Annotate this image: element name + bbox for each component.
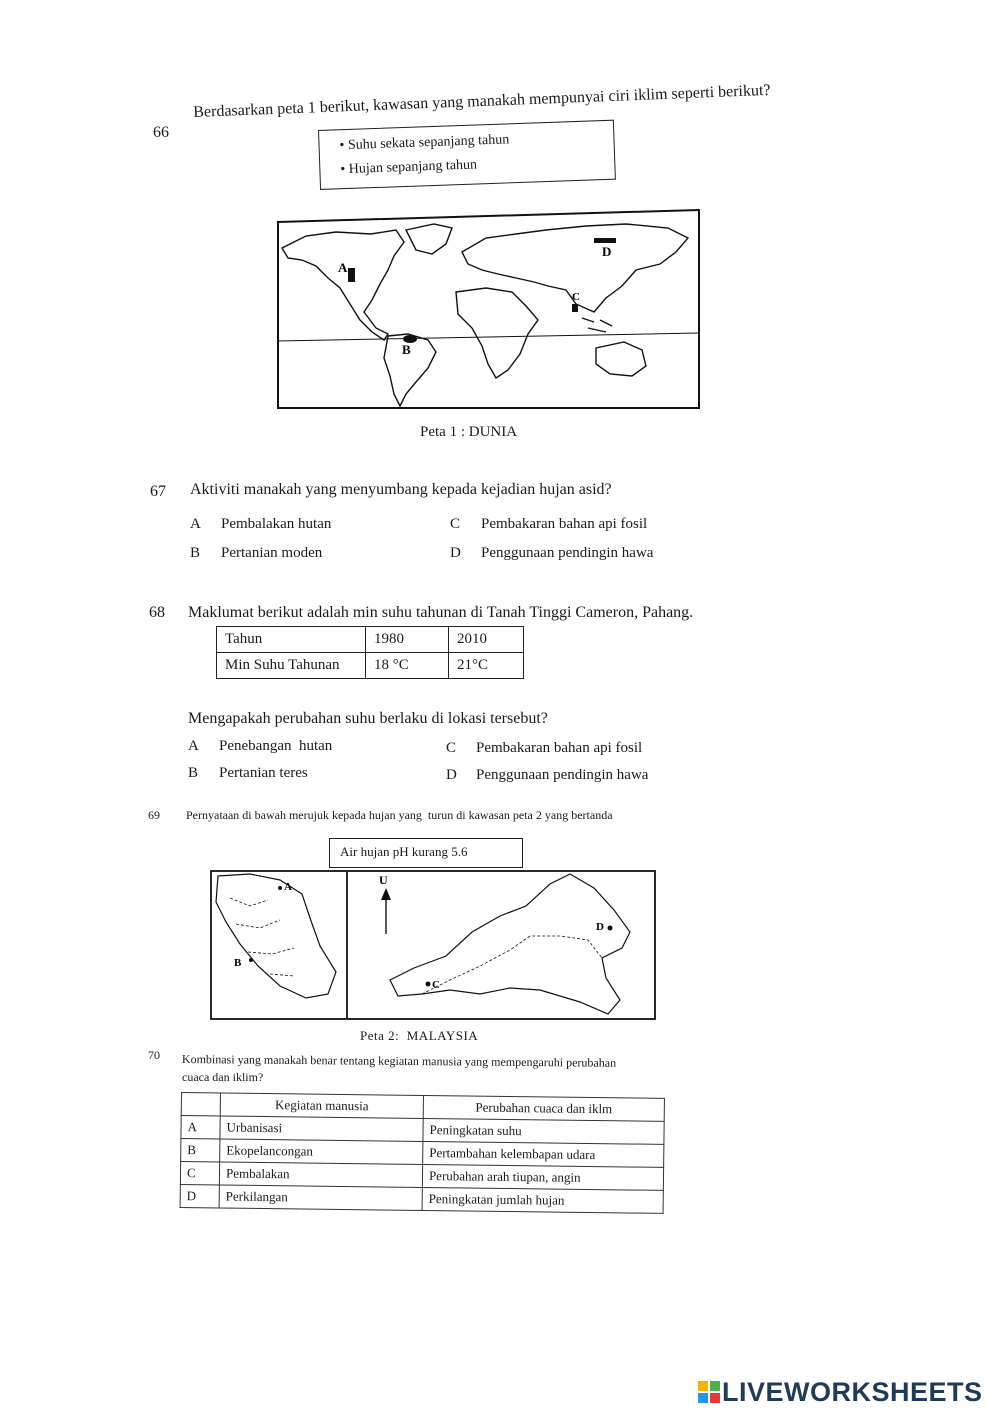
q70-cell-activity: Perkilangan bbox=[219, 1185, 422, 1210]
q69-statement-box bbox=[329, 838, 523, 868]
q68-cell: 21°C bbox=[449, 653, 524, 679]
q68-cell: 1980 bbox=[366, 627, 449, 653]
liveworksheets-logo[interactable] bbox=[698, 1377, 983, 1408]
q68-cell: 2010 bbox=[449, 627, 524, 653]
q67-question: Aktiviti manakah yang menyumbang kepada kejadian hujan asid? bbox=[190, 481, 612, 498]
map2-label-b: B bbox=[234, 957, 242, 969]
q67-option-a-text: Pembalakan hutan bbox=[221, 516, 332, 532]
q67-option-b[interactable]: B bbox=[190, 545, 201, 561]
q70-header-cell: Perubahan cuaca dan iklm bbox=[423, 1095, 664, 1121]
q66-bullet-2: • Hujan sepanjang tahun bbox=[340, 157, 478, 178]
map1-caption: Peta 1 : DUNIA bbox=[420, 424, 518, 440]
map2-label-c: C bbox=[432, 979, 440, 991]
q67-number: 67 bbox=[150, 483, 166, 500]
q70-cell-activity: Ekopelancongan bbox=[220, 1139, 423, 1164]
q70-cell-letter: B bbox=[181, 1139, 220, 1162]
q67-option-c[interactable]: C bbox=[450, 516, 461, 532]
map2-mark-a bbox=[278, 886, 282, 890]
q68-table-row bbox=[217, 627, 524, 653]
map2-mark-b bbox=[249, 958, 253, 962]
q66-question: Berdasarkan peta 1 berikut, kawasan yang manakah mempunyai ciri iklim seperti berikut? bbox=[193, 81, 771, 121]
q70-cell-letter: A bbox=[181, 1116, 220, 1139]
map2-mark-c bbox=[426, 982, 431, 987]
q69-number: 69 bbox=[148, 808, 160, 822]
q67-option-b-text: Pertanian moden bbox=[221, 545, 323, 561]
liveworksheets-logo-icon bbox=[698, 1381, 720, 1405]
q68-option-d[interactable]: D bbox=[446, 767, 457, 783]
q67-option-c-text: Pembakaran bahan api fosil bbox=[481, 516, 648, 532]
q66-bullet-1: • Suhu sekata sepanjang tahun bbox=[339, 132, 510, 154]
q69-statement-text: Air hujan pH kurang 5.6 bbox=[340, 844, 468, 859]
q68-cell: Tahun bbox=[217, 627, 366, 653]
q67-option-d-text: Penggunaan pendingin hawa bbox=[481, 545, 654, 561]
region-c-mark bbox=[572, 304, 578, 312]
q68-question: Maklumat berikut adalah min suhu tahunan di Tanah Tinggi Cameron, Pahang. bbox=[188, 604, 694, 621]
q70-cell-change: Peningkatan jumlah hujan bbox=[422, 1187, 663, 1213]
q70-cell-activity: Pembalakan bbox=[219, 1162, 422, 1187]
q70-question-line1: Kombinasi yang manakah benar tentang kegiatan manusia yang mempengaruhi perubahan bbox=[181, 1052, 617, 1070]
map2-mark-d bbox=[608, 926, 613, 931]
q70-cell-change: Pertambahan kelembapan udara bbox=[423, 1141, 664, 1167]
world-map bbox=[276, 208, 702, 410]
q70-header-cell: Kegiatan manusia bbox=[220, 1093, 423, 1118]
q70-number: 70 bbox=[148, 1048, 160, 1062]
map1-label-d: D bbox=[602, 244, 612, 259]
q70-cell-letter: D bbox=[180, 1184, 219, 1207]
q70-cell-change: Peningkatan suhu bbox=[423, 1118, 664, 1144]
q70-cell-letter: C bbox=[180, 1162, 219, 1185]
q70-question-line2: cuaca dan iklim? bbox=[182, 1070, 264, 1084]
map2-label-a: A bbox=[284, 881, 292, 893]
q68-subquestion: Mengapakah perubahan suhu berlaku di lokasi tersebut? bbox=[188, 710, 548, 727]
q67-option-a[interactable]: A bbox=[190, 516, 201, 532]
table-row bbox=[180, 1184, 663, 1213]
map2-label-u: U bbox=[379, 873, 388, 887]
q70-table bbox=[180, 1092, 665, 1214]
q68-table-row bbox=[217, 653, 524, 679]
q70-cell-change: Perubahan arah tiupan, angin bbox=[422, 1164, 663, 1190]
q68-option-b[interactable]: B bbox=[188, 765, 199, 781]
q68-option-c-text: Pembakaran bahan api fosil bbox=[476, 740, 643, 756]
q68-cell: Min Suhu Tahunan bbox=[217, 653, 366, 679]
liveworksheets-brand-text: LIVEWORKSHEETS bbox=[722, 1377, 983, 1407]
q70-header-cell bbox=[181, 1093, 220, 1116]
q70-cell-activity: Urbanisasi bbox=[220, 1116, 423, 1141]
q68-number: 68 bbox=[149, 604, 165, 621]
q68-option-a-text: Penebangan hutan bbox=[219, 738, 333, 754]
q68-option-a[interactable]: A bbox=[188, 738, 199, 754]
q68-cell: 18 °C bbox=[366, 653, 449, 679]
q66-bullet-box bbox=[318, 120, 616, 190]
q69-question: Pernyataan di bawah merujuk kepada hujan yang turun di kawasan peta 2 yang bertanda bbox=[186, 808, 613, 822]
q66-number: 66 bbox=[153, 124, 169, 141]
q67-option-d[interactable]: D bbox=[450, 545, 461, 561]
map1-label-b: B bbox=[402, 342, 411, 357]
map2-caption: Peta 2: MALAYSIA bbox=[360, 1028, 479, 1043]
map1-label-c: C bbox=[572, 291, 580, 303]
map1-label-a: A bbox=[338, 260, 348, 275]
q68-table bbox=[216, 626, 524, 679]
map2-label-d: D bbox=[596, 921, 604, 933]
q68-option-c[interactable]: C bbox=[446, 740, 457, 756]
region-a-mark bbox=[348, 268, 355, 282]
q68-option-d-text: Penggunaan pendingin hawa bbox=[476, 767, 649, 783]
malaysia-map bbox=[210, 870, 656, 1020]
region-d-mark bbox=[594, 238, 616, 243]
q68-option-b-text: Pertanian teres bbox=[219, 765, 308, 781]
